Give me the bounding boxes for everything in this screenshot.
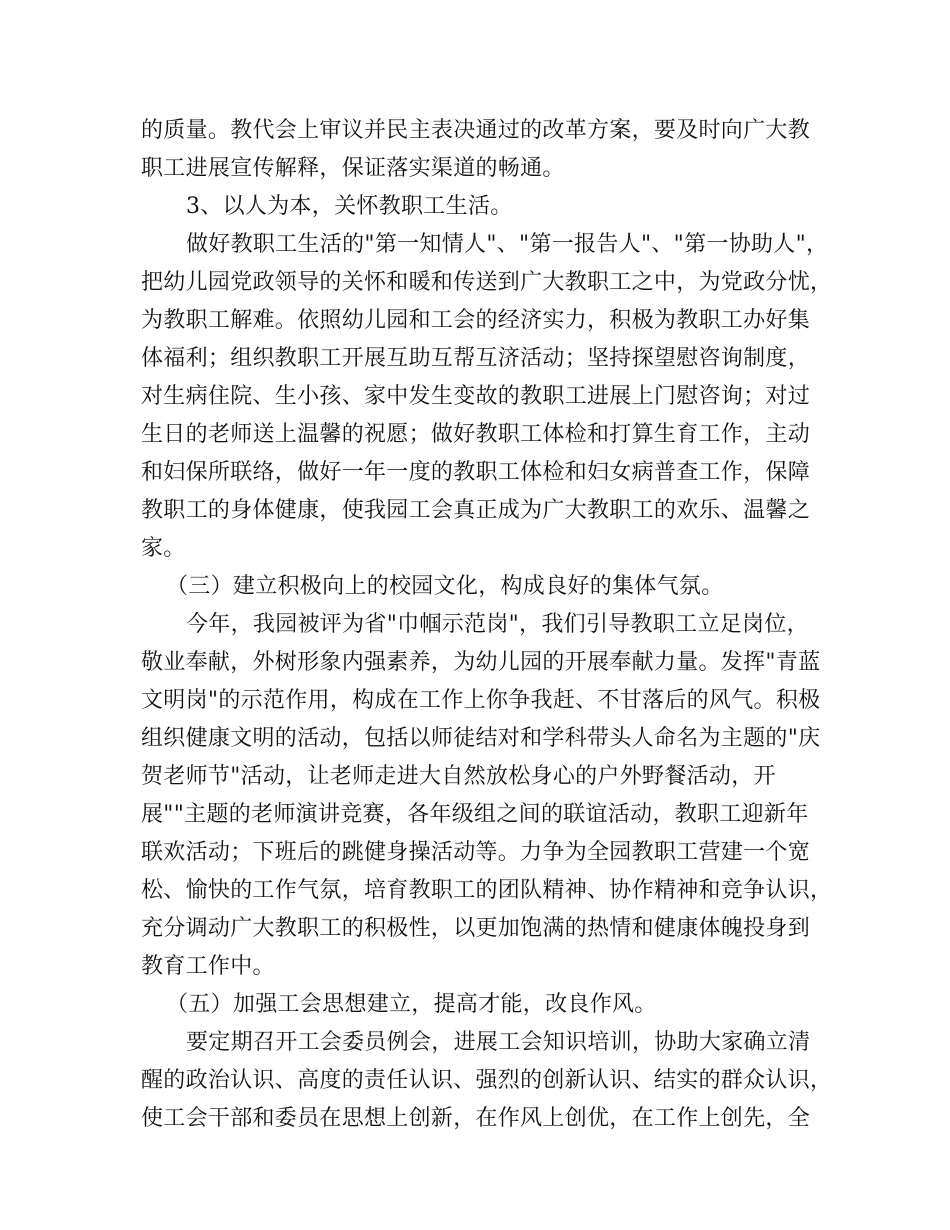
paragraph-line: 和妇保所联络，做好一年一度的教职工体检和妇女病普查工作，保障 — [141, 460, 811, 485]
paragraph-line: 要定期召开工会委员例会，进展工会知识培训，协助大家确立清 — [186, 1030, 811, 1055]
paragraph-line: 醒的政治认识、高度的责任认识、强烈的创新认识、结实的群众认识， — [141, 1068, 833, 1093]
paragraph-line: 的质量。教代会上审议并民主表决通过的改革方案，要及时向广大教 — [141, 118, 811, 143]
paragraph-line: 教育工作中。 — [141, 954, 275, 979]
section-heading: （五）加强工会思想建立，提高才能，改良作风。 — [166, 992, 657, 1017]
paragraph-line: 敬业奉献，外树形象内强素养，为幼儿园的开展奉献力量。发挥"青蓝 — [141, 650, 821, 675]
paragraph-line: 文明岗"的示范作用，构成在工作上你争我赶、不甘落后的风气。积极 — [141, 688, 821, 713]
paragraph-line: 体福利；组织教职工开展互助互帮互济活动；坚持探望慰咨询制度， — [141, 346, 811, 371]
paragraph-line: 展""主题的老师演讲竞赛，各年级组之间的联谊活动，教职工迎新年 — [141, 802, 809, 827]
section-heading: （三）建立积极向上的校园文化，构成良好的集体气氛。 — [166, 574, 724, 599]
paragraph-line: 教职工的身体健康，使我园工会真正成为广大教职工的欢乐、温馨之 — [141, 498, 811, 523]
paragraph-line: 为教职工解难。依照幼儿园和工会的经济实力，积极为教职工办好集 — [141, 308, 811, 333]
paragraph-line: 今年，我园被评为省"巾帼示范岗"，我们引导教职工立足岗位， — [186, 612, 809, 637]
paragraph-line: 生日的老师送上温馨的祝愿；做好教职工体检和打算生育工作，主动 — [141, 422, 811, 447]
paragraph-line: 贺老师节"活动，让老师走进大自然放松身心的户外野餐活动，开 — [141, 764, 776, 789]
paragraph-line: 充分调动广大教职工的积极性，以更加饱满的热情和健康体魄投身到 — [141, 916, 811, 941]
paragraph-line: 职工进展宣传解释，保证落实渠道的畅通。 — [141, 156, 565, 181]
paragraph-line: 对生病住院、生小孩、家中发生变故的教职工进展上门慰咨询；对过 — [141, 384, 811, 409]
section-heading: 3、以人为本，关怀教职工生活。 — [186, 194, 513, 219]
paragraph-line: 家。 — [141, 536, 186, 561]
paragraph-line: 把幼儿园党政领导的关怀和暖和传送到广大教职工之中，为党政分忧， — [141, 270, 833, 295]
paragraph-line: 松、愉快的工作气氛，培育教职工的团队精神、协作精神和竞争认识， — [141, 878, 833, 903]
paragraph-line: 联欢活动；下班后的跳健身操活动等。力争为全园教职工营建一个宽 — [141, 840, 811, 865]
paragraph-line: 组织健康文明的活动，包括以师徒结对和学科带头人命名为主题的"庆 — [141, 726, 821, 751]
paragraph-line: 使工会干部和委员在思想上创新，在作风上创优，在工作上创先，全 — [141, 1106, 811, 1131]
paragraph-line: 做好教职工生活的"第一知情人"、"第一报告人"、"第一协助人"， — [186, 232, 829, 257]
